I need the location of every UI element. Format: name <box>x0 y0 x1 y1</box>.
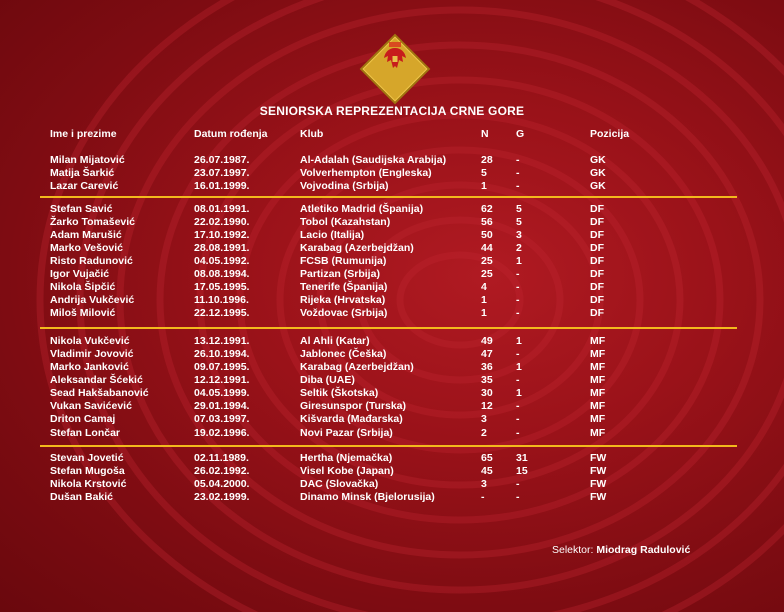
player-appearances: 50 <box>481 229 493 241</box>
player-dob: 05.04.2000. <box>194 478 250 490</box>
player-appearances: 49 <box>481 335 493 347</box>
player-name: Matija Šarkić <box>50 167 115 179</box>
player-appearances: 3 <box>481 478 487 490</box>
player-goals: - <box>516 400 520 412</box>
player-name: Igor Vujačić <box>50 268 110 280</box>
player-club: Diba (UAE) <box>300 374 355 386</box>
player-name: Adam Marušić <box>50 229 122 241</box>
player-club: Tobol (Kazahstan) <box>300 216 391 228</box>
player-club: Lacio (Italija) <box>300 229 365 241</box>
player-position: GK <box>590 154 606 166</box>
player-dob: 04.05.1999. <box>194 387 250 399</box>
player-appearances: 4 <box>481 281 487 293</box>
table-row <box>0 373 784 387</box>
table-row <box>0 412 784 426</box>
player-position: DF <box>590 229 604 241</box>
player-appearances: 45 <box>481 465 493 477</box>
player-appearances: 56 <box>481 216 493 228</box>
player-position: FW <box>590 452 607 464</box>
player-goals: 1 <box>516 361 522 373</box>
player-name: Žarko Tomašević <box>50 216 136 228</box>
player-goals: 1 <box>516 255 522 267</box>
player-club: Seltik (Škotska) <box>300 387 379 399</box>
player-name: Nikola Krstović <box>50 478 127 490</box>
player-club: Giresunspor (Turska) <box>300 400 406 412</box>
table-row <box>0 202 784 216</box>
coat-of-arms-icon <box>379 36 411 80</box>
player-goals: - <box>516 491 520 503</box>
table-row <box>0 179 784 193</box>
player-position: DF <box>590 294 604 306</box>
player-name: Vukan Savićević <box>50 400 132 412</box>
table-row <box>0 254 784 268</box>
player-goals: - <box>516 268 520 280</box>
section-divider <box>40 327 737 329</box>
player-appearances: 44 <box>481 242 493 254</box>
player-position: MF <box>590 400 606 412</box>
header-position: Pozicija <box>590 128 630 140</box>
player-appearances: 1 <box>481 307 487 319</box>
player-goals: - <box>516 180 520 192</box>
player-goals: 2 <box>516 242 522 254</box>
player-goals: - <box>516 154 520 166</box>
player-dob: 04.05.1992. <box>194 255 250 267</box>
player-club: Tenerife (Španija) <box>300 281 388 293</box>
player-dob: 26.02.1992. <box>194 465 250 477</box>
player-goals: - <box>516 167 520 179</box>
player-dob: 07.03.1997. <box>194 413 250 425</box>
player-position: MF <box>590 413 606 425</box>
player-goals: 1 <box>516 387 522 399</box>
player-club: FCSB (Rumunija) <box>300 255 387 267</box>
table-row <box>0 241 784 255</box>
table-row <box>0 426 784 440</box>
player-appearances: 47 <box>481 348 493 360</box>
player-position: MF <box>590 348 606 360</box>
player-club: Rijeka (Hrvatska) <box>300 294 386 306</box>
table-row <box>0 166 784 180</box>
player-goals: 5 <box>516 216 522 228</box>
player-dob: 09.07.1995. <box>194 361 250 373</box>
player-goals: 15 <box>516 465 528 477</box>
player-dob: 23.02.1999. <box>194 491 250 503</box>
header-dob: Datum rođenja <box>194 128 268 140</box>
player-club: Jablonec (Češka) <box>300 348 387 360</box>
player-position: GK <box>590 167 606 179</box>
player-appearances: 36 <box>481 361 493 373</box>
player-position: DF <box>590 268 604 280</box>
table-row <box>0 267 784 281</box>
table-row <box>0 451 784 465</box>
table-row <box>0 464 784 478</box>
player-goals: - <box>516 348 520 360</box>
player-dob: 26.07.1987. <box>194 154 250 166</box>
player-position: MF <box>590 387 606 399</box>
page-title: SENIORSKA REPREZENTACIJA CRNE GORE <box>259 104 525 118</box>
player-goals: 5 <box>516 203 522 215</box>
player-dob: 17.05.1995. <box>194 281 250 293</box>
header-club: Klub <box>300 128 324 140</box>
table-row <box>0 334 784 348</box>
player-name: Stefan Mugoša <box>50 465 125 477</box>
player-club: Dinamo Minsk (Bjelorusija) <box>300 491 435 503</box>
table-header <box>0 127 784 141</box>
player-name: Lazar Carević <box>50 180 119 192</box>
table-row <box>0 477 784 491</box>
table-row <box>0 386 784 400</box>
player-position: FW <box>590 478 607 490</box>
player-position: DF <box>590 255 604 267</box>
player-dob: 29.01.1994. <box>194 400 250 412</box>
player-position: MF <box>590 361 606 373</box>
player-name: Miloš Milović <box>50 307 116 319</box>
player-position: FW <box>590 491 607 503</box>
header-appearances: N <box>481 128 489 140</box>
player-dob: 08.08.1994. <box>194 268 250 280</box>
player-position: DF <box>590 281 604 293</box>
player-appearances: 25 <box>481 255 493 267</box>
player-club: Visel Kobe (Japan) <box>300 465 394 477</box>
player-club: Volverhempton (Engleska) <box>300 167 432 179</box>
selector-label: Selektor: <box>552 544 594 556</box>
player-club: Novi Pazar (Srbija) <box>300 427 393 439</box>
player-position: DF <box>590 216 604 228</box>
table-row <box>0 399 784 413</box>
player-appearances: 1 <box>481 180 487 192</box>
player-appearances: 1 <box>481 294 487 306</box>
player-appearances: 12 <box>481 400 493 412</box>
player-appearances: - <box>481 491 485 503</box>
player-goals: - <box>516 413 520 425</box>
player-position: MF <box>590 427 606 439</box>
table-row <box>0 293 784 307</box>
player-dob: 17.10.1992. <box>194 229 250 241</box>
player-position: DF <box>590 203 604 215</box>
player-goals: - <box>516 427 520 439</box>
player-goals: 31 <box>516 452 528 464</box>
player-goals: 3 <box>516 229 522 241</box>
player-name: Aleksandar Šćekić <box>50 374 143 386</box>
player-position: MF <box>590 335 606 347</box>
player-goals: - <box>516 374 520 386</box>
player-club: Voždovac (Srbija) <box>300 307 388 319</box>
player-name: Sead Hakšabanović <box>50 387 149 399</box>
player-position: DF <box>590 307 604 319</box>
player-dob: 16.01.1999. <box>194 180 250 192</box>
header-name: Ime i prezime <box>50 128 117 140</box>
selector-credit <box>552 544 690 556</box>
player-name: Nikola Vukčević <box>50 335 130 347</box>
player-appearances: 30 <box>481 387 493 399</box>
player-position: DF <box>590 242 604 254</box>
header-goals: G <box>516 128 525 140</box>
table-row <box>0 306 784 320</box>
player-name: Marko Janković <box>50 361 129 373</box>
player-name: Risto Radunović <box>50 255 133 267</box>
player-appearances: 65 <box>481 452 493 464</box>
player-dob: 02.11.1989. <box>194 452 249 464</box>
table-row <box>0 360 784 374</box>
table-row <box>0 215 784 229</box>
player-goals: 1 <box>516 335 522 347</box>
player-dob: 23.07.1997. <box>194 167 250 179</box>
player-dob: 12.12.1991. <box>194 374 250 386</box>
player-position: MF <box>590 374 606 386</box>
player-club: Kišvarda (Mađarska) <box>300 413 403 425</box>
player-name: Andrija Vukčević <box>50 294 135 306</box>
player-club: Partizan (Srbija) <box>300 268 380 280</box>
player-dob: 22.12.1995. <box>194 307 250 319</box>
player-appearances: 35 <box>481 374 493 386</box>
player-name: Stevan Jovetić <box>50 452 124 464</box>
player-goals: - <box>516 294 520 306</box>
player-dob: 19.02.1996. <box>194 427 250 439</box>
player-goals: - <box>516 478 520 490</box>
player-position: GK <box>590 180 606 192</box>
player-name: Marko Vešović <box>50 242 123 254</box>
player-club: Karabag (Azerbejdžan) <box>300 361 414 373</box>
player-appearances: 62 <box>481 203 493 215</box>
player-appearances: 28 <box>481 154 493 166</box>
player-club: Al Ahli (Katar) <box>300 335 370 347</box>
player-position: FW <box>590 465 607 477</box>
table-row <box>0 490 784 504</box>
player-appearances: 2 <box>481 427 487 439</box>
player-club: Al-Adalah (Saudijska Arabija) <box>300 154 447 166</box>
player-appearances: 5 <box>481 167 487 179</box>
player-goals: - <box>516 281 520 293</box>
player-name: Stefan Lončar <box>50 427 121 439</box>
player-name: Driton Camaj <box>50 413 116 425</box>
selector-name: Miodrag Radulović <box>596 544 691 556</box>
player-name: Milan Mijatović <box>50 154 125 166</box>
player-club: DAC (Slovačka) <box>300 478 379 490</box>
player-appearances: 25 <box>481 268 493 280</box>
player-dob: 28.08.1991. <box>194 242 250 254</box>
player-goals: - <box>516 307 520 319</box>
player-dob: 22.02.1990. <box>194 216 250 228</box>
player-dob: 11.10.1996. <box>194 294 249 306</box>
player-dob: 26.10.1994. <box>194 348 250 360</box>
player-name: Nikola Šipčić <box>50 281 116 293</box>
table-row <box>0 347 784 361</box>
player-dob: 13.12.1991. <box>194 335 250 347</box>
player-club: Hertha (Njemačka) <box>300 452 393 464</box>
player-dob: 08.01.1991. <box>194 203 250 215</box>
section-divider <box>40 196 737 198</box>
table-row <box>0 280 784 294</box>
player-appearances: 3 <box>481 413 487 425</box>
player-club: Karabag (Azerbejdžan) <box>300 242 414 254</box>
table-row <box>0 153 784 167</box>
table-row <box>0 228 784 242</box>
player-name: Stefan Savić <box>50 203 113 215</box>
player-club: Vojvodina (Srbija) <box>300 180 389 192</box>
player-name: Vladimir Jovović <box>50 348 134 360</box>
player-name: Dušan Bakić <box>50 491 114 503</box>
player-club: Atletiko Madrid (Španija) <box>300 203 424 215</box>
section-divider <box>40 445 737 447</box>
